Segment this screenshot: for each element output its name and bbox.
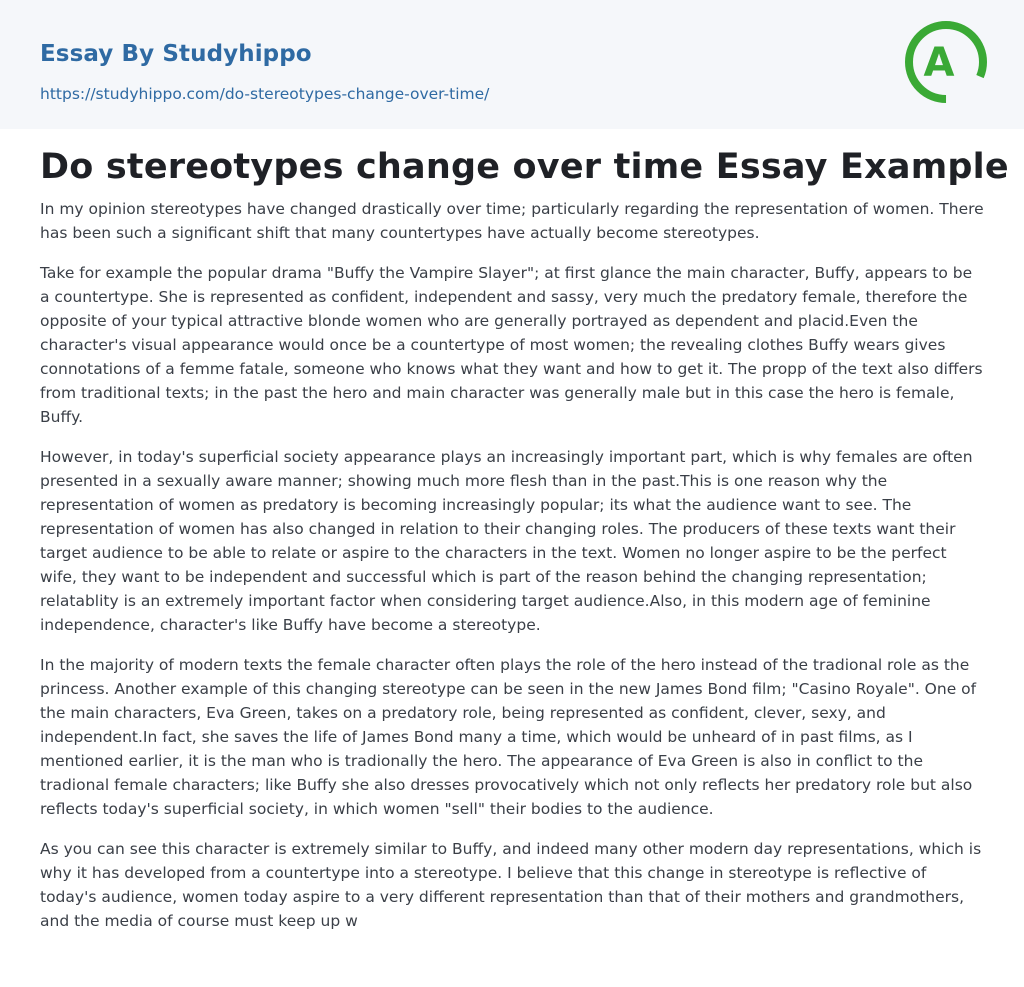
paragraph-5: As you can see this character is extremely similar to Buffy, and indeed many other modern day representations, which is why it has developed from a countertype into a stereotype. I believe that this change in stereotype is reflective of today's audience, women today aspire to a very different representation than that of their mothers and grandmothers, and the media of course must keep up w <box>40 840 982 930</box>
paragraph-3: However, in today's superficial society appearance plays an increasingly important part, which is why females are often presented in a sexually aware manner; showing much more flesh than in the past.This is one reason why the representation of women as predatory is becoming increasingly popular; its what the audience want to see. The representation of women has also changed in relation to their changing roles. The producers of these texts want their target audience to be able to relate or aspire to the characters in the text. Women no longer aspire to be the perfect wife, they want to be independent and successful which is part of the reason behind the changing representation; relatablity is an extremely important factor when considering target audience.Also, in this modern age of feminine independence, character's like Buffy have become a stereotype. <box>40 448 973 634</box>
logo-letter: A <box>923 40 955 86</box>
page-title: Do stereotypes change over time Essay Example <box>40 147 1009 187</box>
site-brand[interactable]: Essay By Studyhippo <box>40 41 312 67</box>
paragraph-1: In my opinion stereotypes have changed drastically over time; particularly regarding the representation of women. There has been such a significant shift that many countertypes have actually become stereotypes. <box>40 200 984 242</box>
studyhippo-logo-icon[interactable] <box>905 19 987 105</box>
paragraph-4: In the majority of modern texts the female character often plays the role of the hero instead of the tradional role as the princess. Another example of this changing stereotype can be seen in the new James Bond film; "Casino Royale". One of the main characters, Eva Green, takes on a predatory role, being represented as confident, clever, sexy, and independent.In fact, she saves the life of James Bond many a time, which would be unheard of in past films, as I mentioned earlier, it is the man who is tradionally the hero. The appearance of Eva Green is also in conflict to the tradional female characters; like Buffy she also dresses provocatively which not only reflects her predatory role but also reflects today's superficial society, in which women "sell" their bodies to the audience. <box>40 656 977 818</box>
page-url-link[interactable]: https://studyhippo.com/do-stereotypes-change-over-time/ <box>40 85 490 103</box>
paragraph-2: Take for example the popular drama "Buffy the Vampire Slayer"; at first glance the main character, Buffy, appears to be a countertype. She is represented as confident, independent and sassy, very much the predatory female, therefore the opposite of your typical attractive blonde women who are generally portrayed as dependent and placid.Even the character's visual appearance would once be a countertype of most women; the revealing clothes Buffy wears gives connotations of a femme fatale, someone who knows what they want and how to get it. The propp of the text also differs from traditional texts; in the past the hero and main character was generally male but in this case the hero is female, Buffy. <box>40 264 983 426</box>
site-header <box>0 0 1024 129</box>
article <box>40 143 1009 949</box>
